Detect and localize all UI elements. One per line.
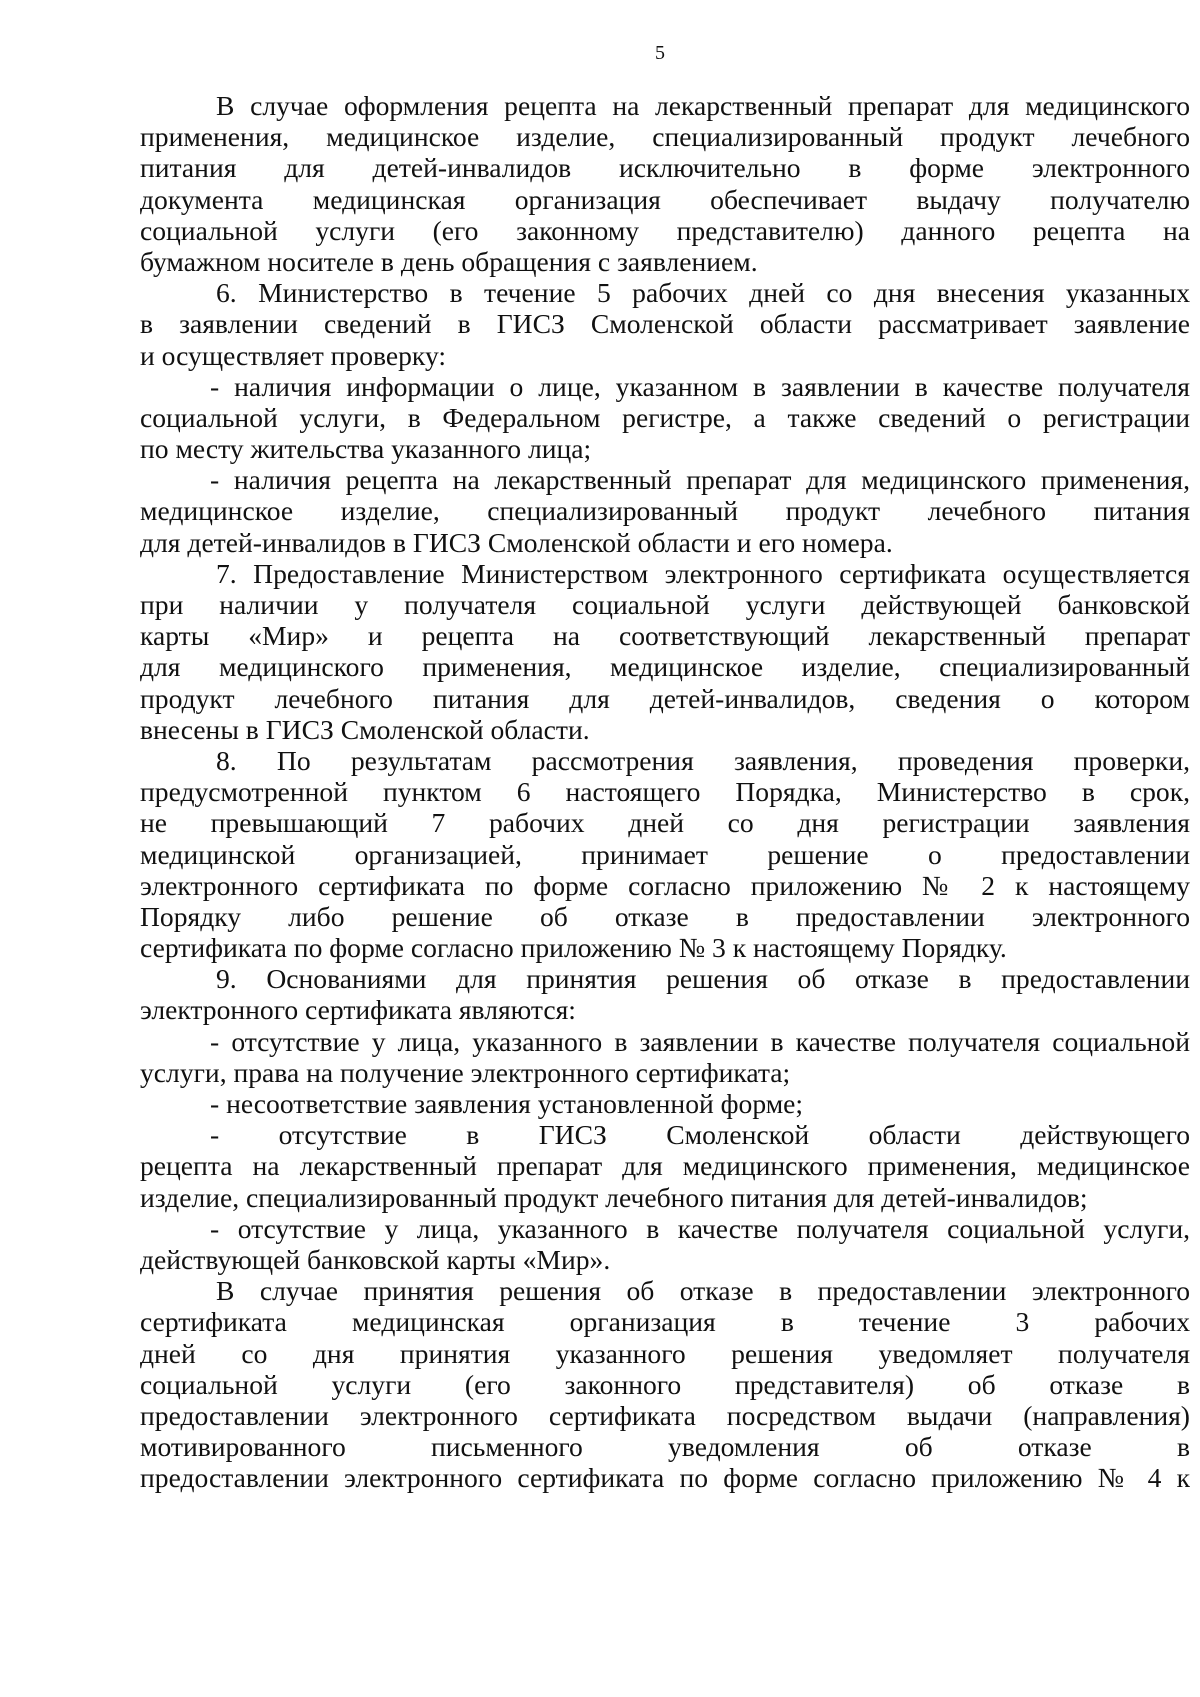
- text-line: 9. Основаниями для принятия решения об отказе в предоставлении: [216, 963, 1190, 995]
- text-line: Порядку либо решение об отказе в предоставлении электронного: [140, 900, 1190, 932]
- text-line: применения, медицинское изделие, специализированный продукт лечебного: [140, 121, 1190, 153]
- text-line: рецепта на лекарственный препарат для медицинского применения, медицинское: [140, 1150, 1190, 1182]
- text-line: при наличии у получателя социальной услуги действующей банковской: [140, 589, 1190, 620]
- text-line: и осуществляет проверку:: [140, 339, 447, 371]
- text-line: электронного сертификата являются:: [140, 994, 576, 1026]
- text-line: - несоответствие заявления установленной форме;: [210, 1088, 804, 1119]
- text-line: электронного сертификата по форме согласно приложению № 2 к настоящему: [140, 869, 1190, 901]
- text-line: не превышающий 7 рабочих дней со дня регистрации заявления: [140, 807, 1190, 839]
- text-line: изделие, специализированный продукт лечебного питания для детей-инвалидов;: [140, 1181, 1088, 1213]
- text-line: документа медицинская организация обеспечивает выдачу получателю: [140, 183, 1190, 215]
- text-line: продукт лечебного питания для детей-инвалидов, сведения о котором: [140, 682, 1190, 714]
- text-line: предоставлении электронного сертификата по форме согласно приложению № 4 к: [140, 1462, 1190, 1494]
- text-line: предусмотренной пунктом 6 настоящего Порядка, Министерство в срок,: [140, 776, 1190, 808]
- text-line: В случае принятия решения об отказе в предоставлении электронного: [216, 1275, 1190, 1307]
- text-line: для детей-инвалидов в ГИСЗ Смоленской области и его номера.: [140, 526, 893, 558]
- text-line: дней со дня принятия указанного решения уведомляет получателя: [140, 1337, 1190, 1369]
- text-line: для медицинского применения, медицинское изделие, специализированный: [140, 651, 1190, 683]
- text-line: мотивированного письменного уведомления об отказе в: [140, 1431, 1190, 1463]
- text-line: социальной услуги (его законного представителя) об отказе в: [140, 1368, 1190, 1400]
- text-line: - наличия рецепта на лекарственный препарат для медицинского применения,: [210, 464, 1190, 496]
- text-line: в заявлении сведений в ГИСЗ Смоленской области рассматривает заявление: [140, 308, 1190, 340]
- text-line: бумажном носителе в день обращения с заявлением.: [140, 245, 758, 277]
- text-line: - отсутствие у лица, указанного в качестве получателя социальной услуги,: [210, 1212, 1190, 1244]
- text-line: внесены в ГИСЗ Смоленской области.: [140, 713, 590, 745]
- text-line: действующей банковской карты «Мир».: [140, 1243, 611, 1275]
- text-line: 7. Предоставление Министерством электронного сертификата осуществляется: [216, 557, 1190, 589]
- text-line: - отсутствие у лица, указанного в заявлении в качестве получателя социальной: [210, 1025, 1190, 1057]
- page-number: 5: [655, 42, 665, 64]
- text-line: медицинское изделие, специализированный продукт лечебного питания: [140, 495, 1190, 527]
- text-line: питания для детей-инвалидов исключительно в форме электронного: [140, 152, 1190, 184]
- text-line: сертификата по форме согласно приложению № 3 к настоящему Порядку.: [140, 932, 1007, 964]
- text-line: услуги, права на получение электронного сертификата;: [140, 1056, 791, 1088]
- text-line: - наличия информации о лице, указанном в заявлении в качестве получателя: [210, 370, 1190, 402]
- text-line: карты «Мир» и рецепта на соответствующий лекарственный препарат: [140, 620, 1190, 652]
- text-line: сертификата медицинская организация в течение 3 рабочих: [140, 1306, 1190, 1338]
- document-body: [140, 90, 1190, 1493]
- text-line: медицинской организацией, принимает решение о предоставлении: [140, 838, 1190, 870]
- text-line: 8. По результатам рассмотрения заявления, проведения проверки,: [216, 744, 1190, 776]
- text-line: социальной услуги, в Федеральном регистре, а также сведений о регистрации: [140, 401, 1190, 433]
- text-line: социальной услуги (его законному представителю) данного рецепта на: [140, 214, 1190, 246]
- text-line: предоставлении электронного сертификата посредством выдачи (направления): [140, 1399, 1190, 1431]
- text-line: - отсутствие в ГИСЗ Смоленской области действующего: [210, 1119, 1190, 1151]
- text-line: 6. Министерство в течение 5 рабочих дней со дня внесения указанных: [216, 277, 1190, 309]
- text-line: В случае оформления рецепта на лекарственный препарат для медицинского: [216, 90, 1190, 121]
- text-line: по месту жительства указанного лица;: [140, 433, 592, 465]
